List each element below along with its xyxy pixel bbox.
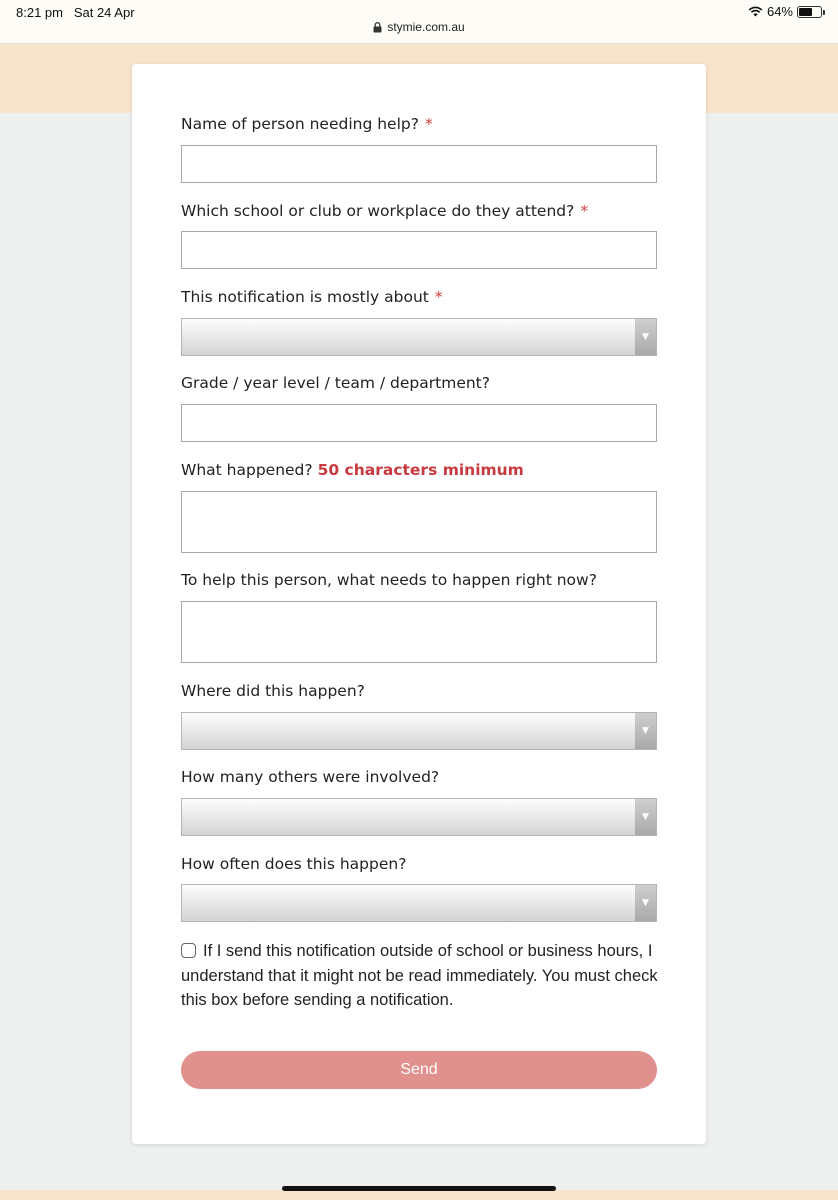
min-characters-hint: 50 characters minimum: [317, 461, 524, 479]
where-label: Where did this happen?: [181, 682, 365, 700]
address-bar[interactable]: [0, 20, 838, 34]
about-label: This notification is mostly about *: [181, 288, 443, 306]
consent-checkbox[interactable]: [181, 943, 196, 958]
consent-text: If I send this notification outside of school or business hours, I understand that it might not be read immediately. You must check this box before sending a notification.: [181, 942, 658, 1009]
chevron-down-icon: ▼: [635, 799, 656, 835]
status-date: Sat 24 Apr: [73, 5, 135, 20]
chevron-down-icon: ▼: [635, 713, 656, 749]
often-select[interactable]: [181, 884, 657, 922]
status-time: 8:21 pm Sat 24 Apr: [16, 5, 135, 20]
where-select[interactable]: [181, 712, 657, 750]
help-label: To help this person, what needs to happen right now?: [181, 571, 597, 589]
after-hours-consent: [181, 939, 661, 1013]
often-label: How often does this happen?: [181, 855, 407, 873]
required-asterisk: *: [434, 288, 443, 306]
name-label: Name of person needing help? *: [181, 115, 433, 133]
notification-form: [132, 64, 706, 1144]
required-asterisk: *: [424, 115, 433, 133]
happened-textarea[interactable]: [181, 491, 657, 553]
school-label: Which school or club or workplace do they attend? *: [181, 202, 589, 220]
grade-label: Grade / year level / team / department?: [181, 374, 490, 392]
about-select[interactable]: [181, 318, 657, 356]
others-label: How many others were involved?: [181, 768, 440, 786]
wifi-icon: [748, 6, 763, 17]
chevron-down-icon: ▼: [635, 885, 656, 921]
battery-icon: [797, 6, 822, 18]
url-text: stymie.com.au: [387, 20, 465, 34]
status-indicators: [748, 4, 822, 19]
help-textarea[interactable]: [181, 601, 657, 663]
others-select[interactable]: [181, 798, 657, 836]
home-indicator[interactable]: [282, 1186, 556, 1191]
happened-label: What happened? 50 characters minimum: [181, 461, 524, 479]
grade-input[interactable]: [181, 404, 657, 442]
battery-level: [799, 8, 812, 16]
required-asterisk: *: [580, 202, 589, 220]
chevron-down-icon: ▼: [635, 319, 656, 355]
name-input[interactable]: [181, 145, 657, 183]
footer-band: [0, 1190, 838, 1200]
school-input[interactable]: [181, 231, 657, 269]
send-button[interactable]: Send: [181, 1051, 657, 1089]
status-bar: [0, 0, 838, 44]
lock-icon: [373, 22, 382, 33]
battery-percent: 64%: [766, 4, 793, 19]
